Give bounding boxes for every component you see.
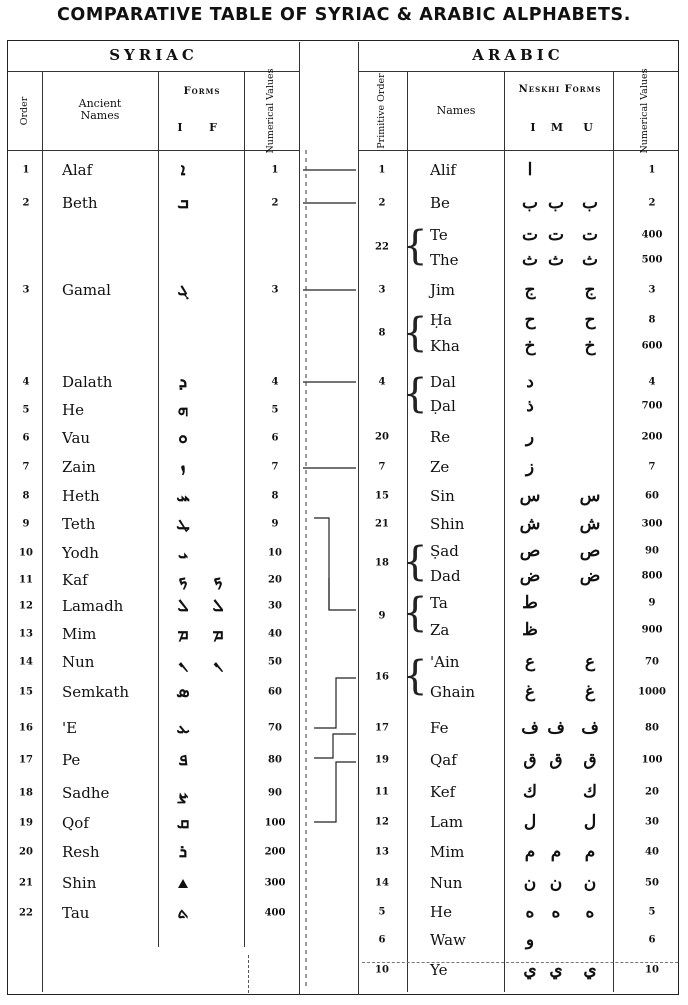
arabic-name: Te [430,226,448,244]
syriac-name: Mim [62,625,97,643]
syriac-order: 3 [22,284,30,296]
arabic-name: Sin [430,487,455,505]
arabic-form-initial: خ [524,336,536,356]
syriac-form-initial: ܪ [178,842,188,862]
brace-sad-dad: { [402,539,428,585]
syriac-order: 9 [22,518,30,530]
syriac-form-i-header: I [177,121,183,134]
arabic-form-initial: ش [519,514,541,534]
brace-ta-za: { [402,590,428,636]
arabic-form-medial: ت [547,225,565,245]
syriac-name: Zain [62,458,96,476]
syriac-name: Sadhe [62,784,110,802]
syriac-order: 10 [19,547,33,559]
arabic-form-initial: ن [523,873,537,893]
arabic-form-initial: ي [523,960,537,980]
arabic-value: 1 [648,164,656,176]
arabic-value: 4 [648,376,656,388]
arabic-name: Dad [430,567,461,585]
arabic-form-m-header: M [550,121,564,134]
arabic-order: 21 [375,518,389,530]
arabic-form-unconnected: ص [579,541,601,561]
syriac-name: Shin [62,874,97,892]
arabic-form-initial: ت [521,225,539,245]
arabic-form-initial: س [519,486,541,506]
syriac-order: 7 [22,461,30,473]
arabic-order: 6 [378,934,386,946]
arabic-value: 500 [641,254,663,266]
syriac-value: 300 [264,877,286,889]
link-line [314,678,356,728]
arabic-value: 3 [648,284,656,296]
arabic-form-medial: ف [547,718,565,738]
syriac-name: Lamadh [62,597,124,615]
syriac-form-initial: ܐ [180,160,186,180]
arabic-form-i-header: I [530,121,536,134]
syriac-order: 19 [19,817,33,829]
arabic-value: 1000 [638,686,666,698]
syriac-value: 200 [264,846,286,858]
arabic-form-unconnected: خ [584,336,596,356]
arabic-name: Ye [430,961,448,979]
syriac-value: 4 [271,376,279,388]
arabic-form-unconnected: ش [579,514,601,534]
syriac-form-initial: ܘ [178,428,188,448]
arabic-form-medial: م [550,842,562,862]
syriac-order: 5 [22,404,30,416]
arabic-form-unconnected: ي [583,960,597,980]
arabic-name: Mim [430,843,465,861]
syriac-value: 1 [271,164,279,176]
arabic-value: 70 [645,656,659,668]
syriac-form-initial: ܚ [176,486,190,506]
arabic-form-initial: ب [521,193,539,213]
arabic-name: He [430,903,452,921]
arabic-name: Ze [430,458,450,476]
syriac-value: 60 [268,686,282,698]
arabic-values-header: Numerical Values [639,68,650,154]
arabic-value: 800 [641,570,663,582]
arabic-form-initial: د [526,372,534,392]
syriac-order-header: Order [19,96,30,126]
arabic-name: Za [430,621,450,639]
syriac-value: 90 [268,787,282,799]
arabic-name: Lam [430,813,464,831]
arabic-order: 17 [375,722,389,734]
arabic-form-initial: ذ [526,396,534,416]
syriac-forms-header: Forms [183,86,221,97]
arabic-form-initial: ح [524,310,536,330]
syriac-order: 13 [19,628,33,640]
arabic-form-initial: ض [519,566,541,586]
arabic-order: 15 [375,490,389,502]
syriac-form-initial: ܕ [178,372,188,392]
arabic-form-initial: ظ [522,620,538,640]
arabic-name: Waw [430,931,466,949]
syriac-value: 40 [268,628,282,640]
arabic-form-initial: ث [521,250,539,270]
syriac-order: 2 [22,197,30,209]
syriac-form-initial: ܣ [176,682,190,702]
arabic-order-header: Primitive Order [376,73,387,149]
syriac-value: 5 [271,404,279,416]
syriac-form-initial: ܢ [178,652,188,672]
arabic-name: Ḥa [430,311,453,329]
syriac-name: Resh [62,843,100,861]
arabic-value: 30 [645,816,659,828]
arabic-order: 5 [378,906,386,918]
arabic-form-initial: ل [523,812,537,832]
syriac-name: Vau [62,429,91,447]
arabic-order: 22 [375,241,389,253]
arabic-value: 400 [641,229,663,241]
arabic-name: Kha [430,337,460,355]
arabic-order: 4 [378,376,386,388]
arabic-form-medial: ث [547,250,565,270]
arabic-value: 50 [645,877,659,889]
arabic-names-header: Names [436,104,476,117]
arabic-form-initial: ا [527,160,533,180]
arabic-form-initial: ص [519,541,541,561]
syriac-form-initial: ܬ [177,903,189,923]
brace-ain-ghain: { [402,653,428,699]
arabic-form-initial: ع [524,652,536,672]
arabic-order: 3 [378,284,386,296]
syriac-value: 70 [268,722,282,734]
syriac-order: 6 [22,432,30,444]
syriac-form-initial: ܡ [177,624,189,644]
arabic-name: Jim [430,281,456,299]
arabic-name: Ta [430,594,448,612]
arabic-order: 10 [375,964,389,976]
arabic-name: Ḍal [430,397,456,415]
syriac-name: 'E [62,719,78,737]
arabic-form-unconnected: ت [581,225,599,245]
syriac-form-initial: ܩ [176,813,190,833]
arabic-name: 'Ain [430,653,460,671]
syriac-form-initial: ܙ [180,457,186,477]
arabic-order: 16 [375,671,389,683]
arabic-name: Dal [430,373,456,391]
arabic-form-u-header: U [583,121,593,134]
syriac-form-initial: ܓ [177,280,189,300]
syriac-heading: SYRIAC [109,46,198,64]
arabic-value: 90 [645,545,659,557]
syriac-value: 100 [264,817,286,829]
arabic-form-unconnected: ف [581,718,599,738]
syriac-name: He [62,401,84,419]
arabic-value: 100 [641,754,663,766]
syriac-order: 1 [22,164,30,176]
arabic-order: 9 [378,610,386,622]
arabic-name: Be [430,194,450,212]
arabic-form-initial: ه [525,902,535,922]
arabic-form-medial: ي [549,960,563,980]
syriac-name: Alaf [62,161,93,179]
arabic-value: 8 [648,314,656,326]
arabic-form-medial: ه [551,902,561,922]
syriac-form-initial: ܒ [177,193,189,213]
syriac-form-initial: ܛ [176,514,190,534]
arabic-form-unconnected: ع [584,652,596,672]
syriac-order: 21 [19,877,33,889]
arabic-form-initial: ك [522,782,538,802]
link-line [314,762,356,822]
arabic-form-unconnected: ل [583,812,597,832]
arabic-form-initial: و [525,930,535,950]
arabic-order: 20 [375,431,389,443]
arabic-order: 1 [378,164,386,176]
syriac-form-initial: ܗ [177,400,189,420]
syriac-value: 30 [268,600,282,612]
syriac-order: 11 [19,574,33,586]
arabic-value: 7 [648,461,656,473]
syriac-form-initial: ܦ [178,750,188,770]
arabic-form-initial: ر [525,427,535,447]
arabic-form-unconnected: ك [582,782,598,802]
arabic-value: 10 [645,964,659,976]
arabic-value: 80 [645,722,659,734]
arabic-value: 900 [641,624,663,636]
arabic-order: 2 [378,197,386,209]
arabic-name: Ṣad [430,542,459,560]
arabic-form-unconnected: ث [581,250,599,270]
arabic-form-initial: غ [524,682,536,702]
arabic-form-unconnected: م [584,842,596,862]
arabic-form-initial: ط [522,593,538,613]
arabic-name: Fe [430,719,449,737]
arabic-value: 300 [641,518,663,530]
syriac-names-header: Ancient Names [78,97,122,122]
arabic-value: 5 [648,906,656,918]
page-title: COMPARATIVE TABLE OF SYRIAC & ARABIC ALPHABETS. [56,5,631,25]
arabic-form-unconnected: ض [579,566,601,586]
arabic-form-initial: ق [523,750,537,770]
arabic-value: 9 [648,597,656,609]
syriac-name: Yodh [62,544,99,562]
syriac-name: Nun [62,653,95,671]
arabic-form-unconnected: ج [584,280,596,300]
arabic-form-initial: ف [521,718,539,738]
syriac-order: 4 [22,376,30,388]
syriac-name: Heth [62,487,100,505]
syriac-order: 22 [19,907,33,919]
syriac-name: Dalath [62,373,113,391]
arabic-form-medial: ن [549,873,563,893]
arabic-value: 600 [641,340,663,352]
arabic-form-medial: ق [549,750,563,770]
link-line [314,518,356,610]
syriac-form-initial: ܝ [178,543,188,563]
syriac-name: Beth [62,194,98,212]
arabic-name: Nun [430,874,463,892]
syriac-form-final: ܢ [213,652,223,672]
arabic-order: 8 [378,327,386,339]
arabic-order: 14 [375,877,389,889]
syriac-order: 17 [19,754,33,766]
brace-dal-dhal: { [402,371,428,417]
syriac-value: 10 [268,547,282,559]
syriac-order: 12 [19,600,33,612]
syriac-value: 7 [271,461,279,473]
arabic-heading: ARABIC [472,46,564,64]
arabic-value: 20 [645,786,659,798]
syriac-order: 20 [19,846,33,858]
arabic-form-unconnected: غ [584,682,596,702]
syriac-form-final: ܠ [212,596,224,616]
syriac-values-header: Numerical Values [265,68,276,154]
arabic-form-unconnected: ق [583,750,597,770]
syriac-name: Pe [62,751,81,769]
syriac-order: 15 [19,686,33,698]
arabic-form-unconnected: ه [585,902,595,922]
syriac-name: Tau [62,904,90,922]
arabic-name: Re [430,428,451,446]
syriac-order: 18 [19,787,33,799]
syriac-value: 50 [268,656,282,668]
syriac-value: 400 [264,907,286,919]
syriac-value: 20 [268,574,282,586]
arabic-name: Ghain [430,683,476,701]
arabic-order: 7 [378,461,386,473]
syriac-value: 9 [271,518,279,530]
syriac-form-f-header: F [209,121,217,134]
syriac-name: Semkath [62,683,130,701]
syriac-value: 80 [268,754,282,766]
syriac-order: 8 [22,490,30,502]
arabic-form-initial: م [524,842,536,862]
syriac-name: Kaf [62,571,88,589]
syriac-value: 6 [271,432,279,444]
arabic-value: 2 [648,197,656,209]
syriac-form-initial: ܥ [176,718,190,738]
arabic-value: 200 [641,431,663,443]
arabic-value: 6 [648,934,656,946]
arabic-name: Qaf [430,751,457,769]
arabic-name: The [430,251,459,269]
arabic-form-initial: ز [525,457,535,477]
arabic-name: Alif [430,161,456,179]
arabic-form-medial: ب [547,193,565,213]
arabic-order: 19 [375,754,389,766]
arabic-value: 40 [645,846,659,858]
syriac-form-initial: ܨ [177,783,189,803]
arabic-order: 13 [375,846,389,858]
syriac-form-final: ܟ [213,570,223,590]
syriac-value: 3 [271,284,279,296]
arabic-form-unconnected: س [579,486,601,506]
arabic-order: 18 [375,557,389,569]
arabic-form-initial: ج [524,280,536,300]
arabic-value: 700 [641,400,663,412]
syriac-name: Teth [62,515,96,533]
syriac-form-final: ܡ [212,624,224,644]
arabic-order: 11 [375,786,389,798]
arabic-form-unconnected: ب [581,193,599,213]
brace-te-the: { [402,223,428,269]
brace-ha-kha: { [402,310,428,356]
syriac-form-initial: ܠ [177,596,189,616]
arabic-name: Shin [430,515,465,533]
syriac-order: 14 [19,656,33,668]
syriac-form-initial: ܟ [178,570,188,590]
link-line [314,734,356,758]
syriac-value: 8 [271,490,279,502]
arabic-forms-header: Neskhi Forms [518,84,602,95]
syriac-order: 16 [19,722,33,734]
arabic-value: 60 [645,490,659,502]
arabic-order: 12 [375,816,389,828]
syriac-name: Gamal [62,281,111,299]
arabic-form-unconnected: ح [584,310,596,330]
syriac-value: 2 [271,197,279,209]
arabic-name: Kef [430,783,456,801]
arabic-form-unconnected: ن [583,873,597,893]
syriac-name: Qof [62,814,89,832]
